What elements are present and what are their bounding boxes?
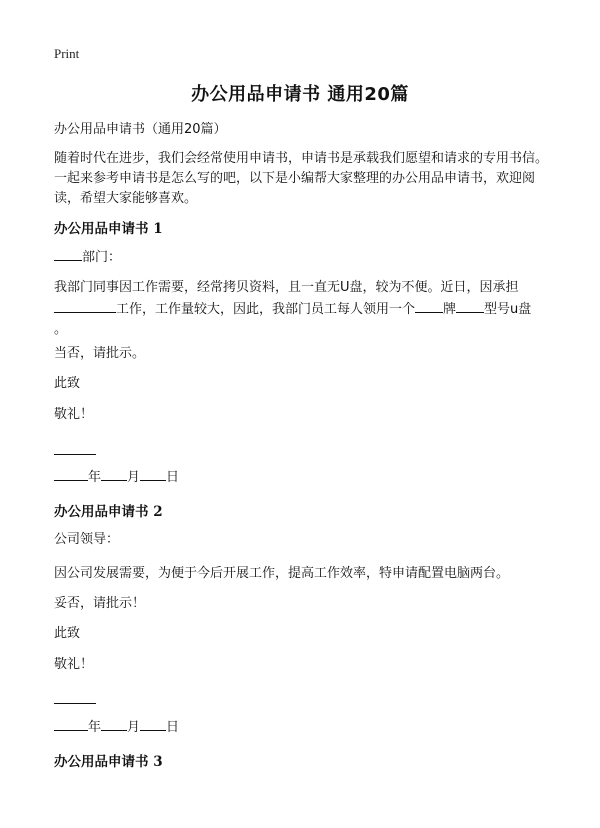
section-2-date <box>54 716 554 738</box>
date-day: 日 <box>166 470 180 485</box>
intro-paragraph: 随着时代在进步，我们会经常使用申请书，申请书是承载我们愿望和请求的专用书信。一起来参考申请书是怎么写的吧，以下是小编帮大家整理的办公用品申请书，欢迎阅读，希望大家能够喜欢。 <box>54 151 549 206</box>
blank-line <box>415 298 443 313</box>
section-1-closing-2: 敬礼！ <box>54 407 94 422</box>
date-month: 月 <box>127 720 141 735</box>
print-link[interactable]: Print <box>54 46 80 61</box>
section-2-paragraph: 因公司发展需要，为便于今后开展工作，提高工作效率，特申请配置电脑两台。 <box>54 566 510 581</box>
section-1-paragraph <box>54 278 554 340</box>
document-subtitle: 办公用品申请书（通用20篇） <box>54 122 227 137</box>
date-month: 月 <box>127 470 141 485</box>
section-2-closing-1: 此致 <box>54 626 81 641</box>
blank-line <box>54 466 88 481</box>
date-day: 日 <box>166 720 180 735</box>
blank-line <box>140 716 166 731</box>
section-3-heading: 办公用品申请书 3 <box>54 754 163 770</box>
blank-line <box>101 716 127 731</box>
date-year: 年 <box>88 720 102 735</box>
paragraph-text: 。 <box>54 322 68 337</box>
paragraph-text: 牌 <box>443 302 457 317</box>
signature-line <box>54 703 96 704</box>
section-1-date <box>54 466 554 488</box>
blank-line <box>101 466 127 481</box>
section-1-request: 当否，请批示。 <box>54 346 146 361</box>
blank-line <box>456 298 484 313</box>
paragraph-text: 型号u盘 <box>484 302 532 317</box>
section-1-closing-1: 此致 <box>54 376 81 391</box>
section-1-department <box>54 246 554 268</box>
blank-line <box>54 716 88 731</box>
signature-line <box>54 454 96 455</box>
blank-line <box>54 298 116 313</box>
document-title: 办公用品申请书 通用20篇 <box>191 84 409 105</box>
paragraph-line: 我部门同事因工作需要，经常拷贝资料，且一直无U盘，较为不便。近日，因承担 <box>54 280 519 295</box>
section-2-heading: 办公用品申请书 2 <box>54 504 163 520</box>
section-2-greeting: 公司领导： <box>54 532 120 547</box>
section-2-request: 妥否，请批示！ <box>54 596 146 611</box>
blank-line <box>54 246 82 261</box>
department-label: 部门： <box>82 250 122 265</box>
section-1-heading: 办公用品申请书 1 <box>54 221 163 237</box>
blank-line <box>140 466 166 481</box>
section-2-closing-2: 敬礼！ <box>54 657 94 672</box>
paragraph-text: 工作，工作量较大，因此，我部门员工每人领用一个 <box>116 302 416 317</box>
date-year: 年 <box>88 470 102 485</box>
